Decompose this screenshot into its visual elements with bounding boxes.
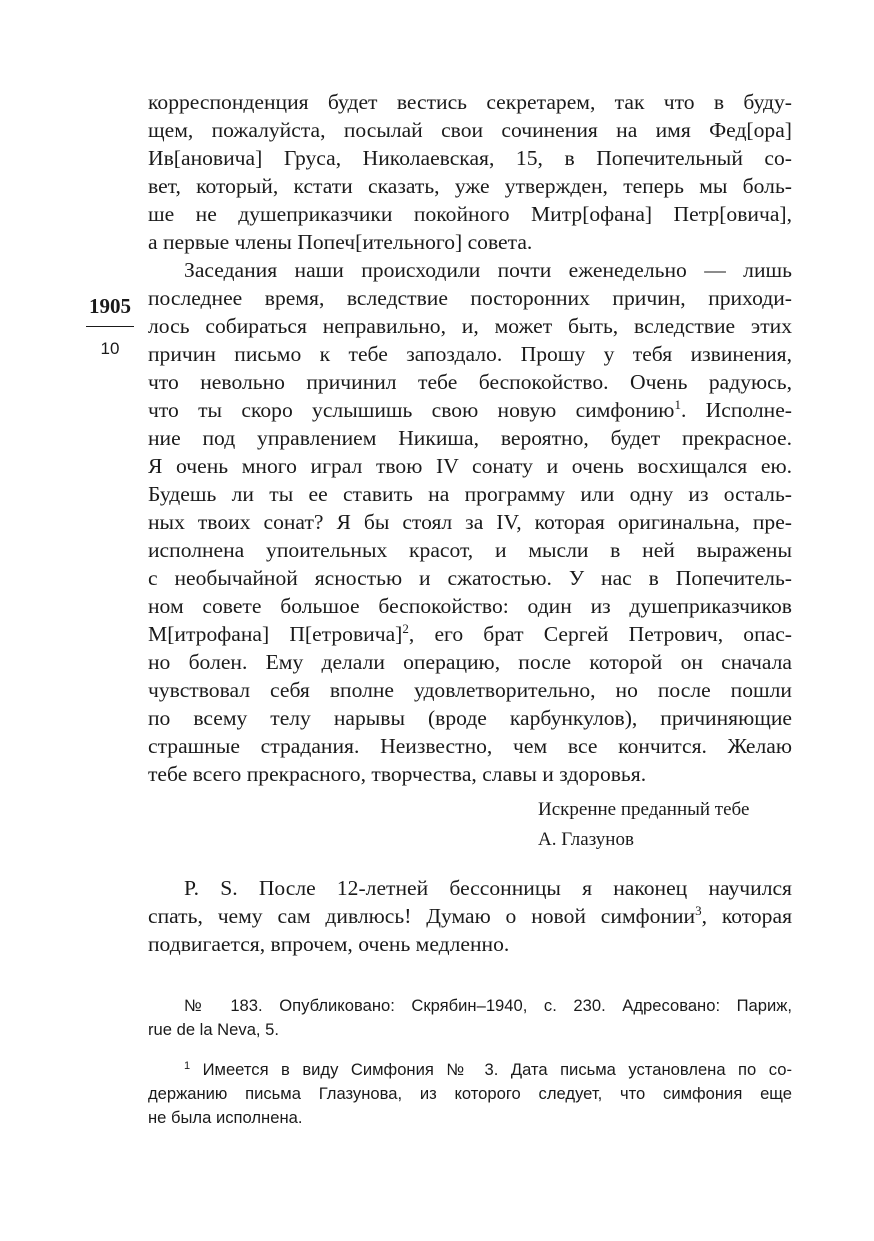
note-line: держанию письма Глазунова, из которого следует, что симфония еще [148, 1084, 792, 1103]
text-line: последнее время, вследствие посторонних причин, приходи- [148, 286, 792, 310]
text-line: чувствовал себя вполне удовлетворительно, но после пошли [148, 678, 792, 702]
text-line: подвигается, впрочем, очень медленно. [148, 932, 510, 956]
text-line: ных твоих сонат? Я бы стоял за IV, которая оригинальна, пре- [148, 510, 792, 534]
footnote-ref: 1 [674, 397, 681, 412]
text-fragment: спать, чему сам дивлюсь! Думаю о новой симфонии [148, 904, 696, 928]
text-fragment: . Исполне- [680, 398, 792, 422]
signature-name: А. Глазунов [538, 829, 634, 850]
text-fragment: , которая [701, 904, 792, 928]
margin-month: 10 [100, 339, 120, 358]
text-line: что невольно причинил тебе беспокойство. Очень радуюсь, [148, 370, 792, 394]
text-line: ше не душеприказчики покойного Митр[офана] Петр[овича], [148, 202, 792, 226]
margin-year: 1905 [89, 294, 131, 318]
text-line: вет, который, кстати сказать, уже утвержден, теперь мы боль- [148, 174, 792, 198]
margin-divider [86, 326, 134, 327]
text-line [148, 620, 792, 648]
text-line: а первые члены Попеч[ительного] совета. [148, 230, 533, 254]
text-line: но болен. Ему делали операцию, после которой он сначала [148, 650, 792, 674]
footnote-number: 1 [184, 1060, 191, 1072]
signature-block [538, 795, 798, 855]
note-line: № 183. Опубликовано: Скрябин–1940, с. 230. Адресовано: Париж, [184, 996, 792, 1015]
text-line: тебе всего прекрасного, творчества, славы и здоровья. [148, 762, 647, 786]
note-line [148, 1058, 792, 1082]
text-line: причин письмо к тебе запоздало. Прошу у тебя извинения, [148, 342, 792, 366]
note-line: не была исполнена. [148, 1108, 303, 1127]
text-fragment: что ты скоро услышишь свою новую симфонию [148, 398, 675, 422]
text-line: по всему телу нарывы (вроде карбункулов), причиняющие [148, 706, 792, 730]
text-fragment: Имеется в виду Симфония № 3. Дата письма установлена по со- [190, 1060, 792, 1079]
text-line: P. S. После 12-летней бессонницы я наконец научился [184, 876, 792, 900]
text-line: корреспонденция будет вестись секретарем, так что в буду- [148, 90, 792, 114]
text-line: Я очень много играл твою IV сонату и очень восхищался ею. [148, 454, 792, 478]
text-fragment: М[итрофана] П[етровича] [148, 622, 403, 646]
text-line: страшные страдания. Неизвестно, чем все кончится. Желаю [148, 734, 792, 758]
postscript [148, 874, 792, 958]
footnote-1 [148, 1058, 792, 1130]
text-fragment: , его брат Сергей Петрович, опас- [408, 622, 792, 646]
text-line [148, 902, 792, 930]
text-line: с необычайной ясностью и сжатостью. У нас в Попечитель- [148, 566, 792, 590]
text-line [148, 396, 792, 424]
signature-closing: Искренне преданный тебе [538, 799, 750, 820]
text-line: Будешь ли ты ее ставить на программу или одну из осталь- [148, 482, 792, 506]
text-line: ние под управлением Никиша, вероятно, будет прекрасное. [148, 426, 792, 450]
letter-body [148, 88, 792, 788]
footnote-ref: 2 [402, 621, 409, 636]
note-line: rue de la Neva, 5. [148, 1020, 279, 1039]
text-line: исполнена упоительных красот, и мысли в ней выражены [148, 538, 792, 562]
text-line: Заседания наши происходили почти еженедельно — лишь [184, 258, 792, 282]
publication-note [148, 994, 792, 1042]
text-line: Ив[ановича] Груса, Николаевская, 15, в Попечительный со- [148, 146, 792, 170]
footnote-ref: 3 [695, 903, 702, 918]
text-line: лось собираться неправильно, и, может быть, вследствие этих [148, 314, 792, 338]
text-line: щем, пожалуйста, посылай свои сочинения на имя Фед[ора] [148, 118, 792, 142]
text-line: ном совете большое беспокойство: один из душеприказчиков [148, 594, 792, 618]
